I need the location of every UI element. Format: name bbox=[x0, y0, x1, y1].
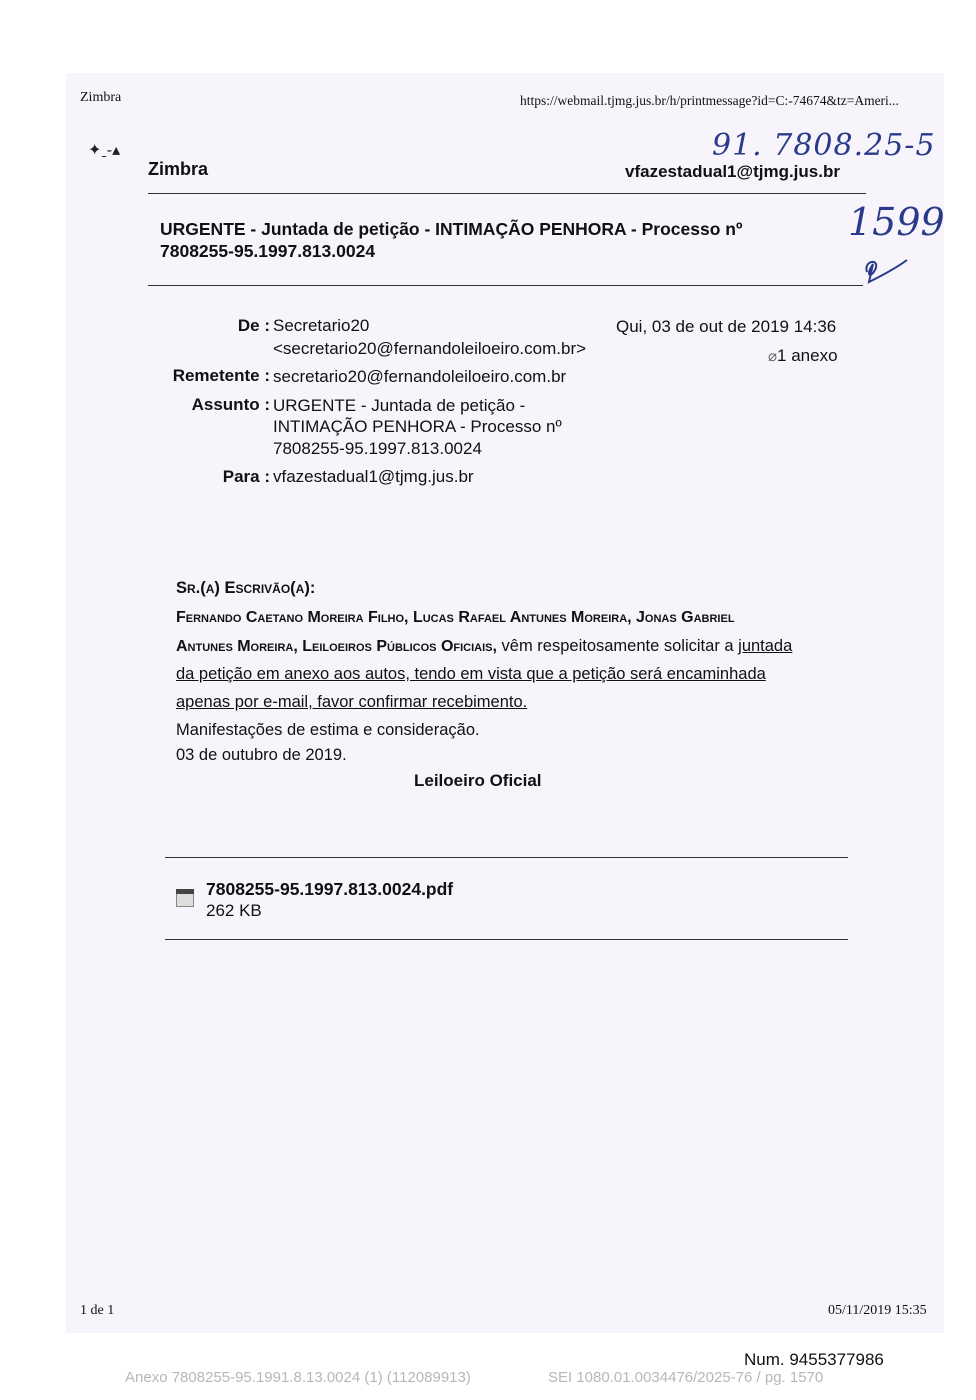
body-line-2 bbox=[176, 637, 792, 656]
scan-mark: ✦ˍ‐▴ bbox=[88, 142, 121, 159]
from-email: <secretario20@fernandoleiloeiro.com.br> bbox=[273, 339, 587, 358]
salutation: Sr.(a) Escrivão(a): bbox=[176, 579, 316, 597]
subject-label: Assunto : bbox=[191, 395, 270, 414]
sei-reference: SEI 1080.01.0034476/2025-76 / pg. 1570 bbox=[548, 1369, 824, 1386]
handwritten-page-number: 1599 bbox=[848, 200, 945, 244]
attachment-filename[interactable]: 7808255-95.1997.813.0024.pdf bbox=[206, 879, 454, 899]
body-line-2-names: Antunes Moreira, Leiloeiros Públicos Oficiais, bbox=[176, 638, 497, 655]
mail-brand: Zimbra bbox=[148, 159, 209, 179]
print-header-url: https://webmail.tjmg.jus.br/h/printmessage?id=C:-74674&tz=Ameri... bbox=[520, 93, 899, 108]
attachment-count bbox=[768, 346, 838, 366]
body-line-1: Fernando Caetano Moreira Filho, Lucas Rafael Antunes Moreira, Jonas Gabriel bbox=[176, 609, 735, 626]
subject-value-line1: URGENTE - Juntada de petição - bbox=[273, 396, 526, 415]
body-line-4: apenas por e-mail, favor confirmar recebimento. bbox=[176, 693, 528, 711]
to-label: Para : bbox=[222, 467, 270, 486]
from-name: Secretario20 bbox=[273, 316, 370, 335]
print-header-app-name: Zimbra bbox=[80, 90, 122, 105]
subject-value-line2: INTIMAÇÃO PENHORA - Processo nº bbox=[273, 417, 562, 436]
subject-divider bbox=[148, 285, 863, 286]
sender-value: secretario20@fernandoleiloeiro.com.br bbox=[273, 367, 567, 386]
document-number: Num. 9455377986 bbox=[744, 1350, 884, 1369]
subject-title-line1: URGENTE - Juntada de petição - INTIMAÇÃO PENHORA - Processo nº bbox=[160, 219, 743, 239]
from-label: De : bbox=[237, 316, 270, 335]
body-line-2-text: vêm respeitosamente solicitar a bbox=[496, 637, 739, 655]
sender-label: Remetente : bbox=[172, 366, 270, 385]
body-line-5: Manifestações de estima e consideração. bbox=[176, 721, 480, 739]
paperclip-icon: ⌀ bbox=[768, 348, 778, 365]
attachment-divider-top bbox=[165, 857, 848, 858]
to-value: vfazestadual1@tjmg.jus.br bbox=[273, 467, 474, 486]
body-line-2-underlined: juntada bbox=[738, 637, 793, 655]
message-date: Qui, 03 de out de 2019 14:36 bbox=[616, 317, 837, 336]
subject-title-line2: 7808255-95.1997.813.0024 bbox=[160, 241, 376, 261]
print-footer-page: 1 de 1 bbox=[80, 1303, 115, 1318]
body-line-3: da petição em anexo aos autos, tendo em vista que a petição será encaminhada bbox=[176, 665, 766, 683]
signature: Leiloeiro Oficial bbox=[414, 771, 542, 790]
attachment-divider-bottom bbox=[165, 939, 848, 940]
handwritten-initial-mark bbox=[855, 240, 915, 290]
annex-reference: Anexo 7808255-95.1991.8.13.0024 (1) (112089913) bbox=[125, 1369, 471, 1386]
attachment-count-label: 1 anexo bbox=[777, 346, 838, 365]
header-divider bbox=[148, 193, 866, 194]
pdf-file-icon[interactable] bbox=[176, 889, 194, 907]
handwritten-process-number: 91. 7808.25-5 bbox=[712, 128, 936, 163]
attachment-size: 262 KB bbox=[206, 901, 262, 920]
body-line-6: 03 de outubro de 2019. bbox=[176, 746, 347, 764]
subject-value-line3: 7808255-95.1997.813.0024 bbox=[273, 439, 482, 458]
print-footer-datetime: 05/11/2019 15:35 bbox=[828, 1303, 927, 1318]
mail-account: vfazestadual1@tjmg.jus.br bbox=[625, 162, 840, 181]
